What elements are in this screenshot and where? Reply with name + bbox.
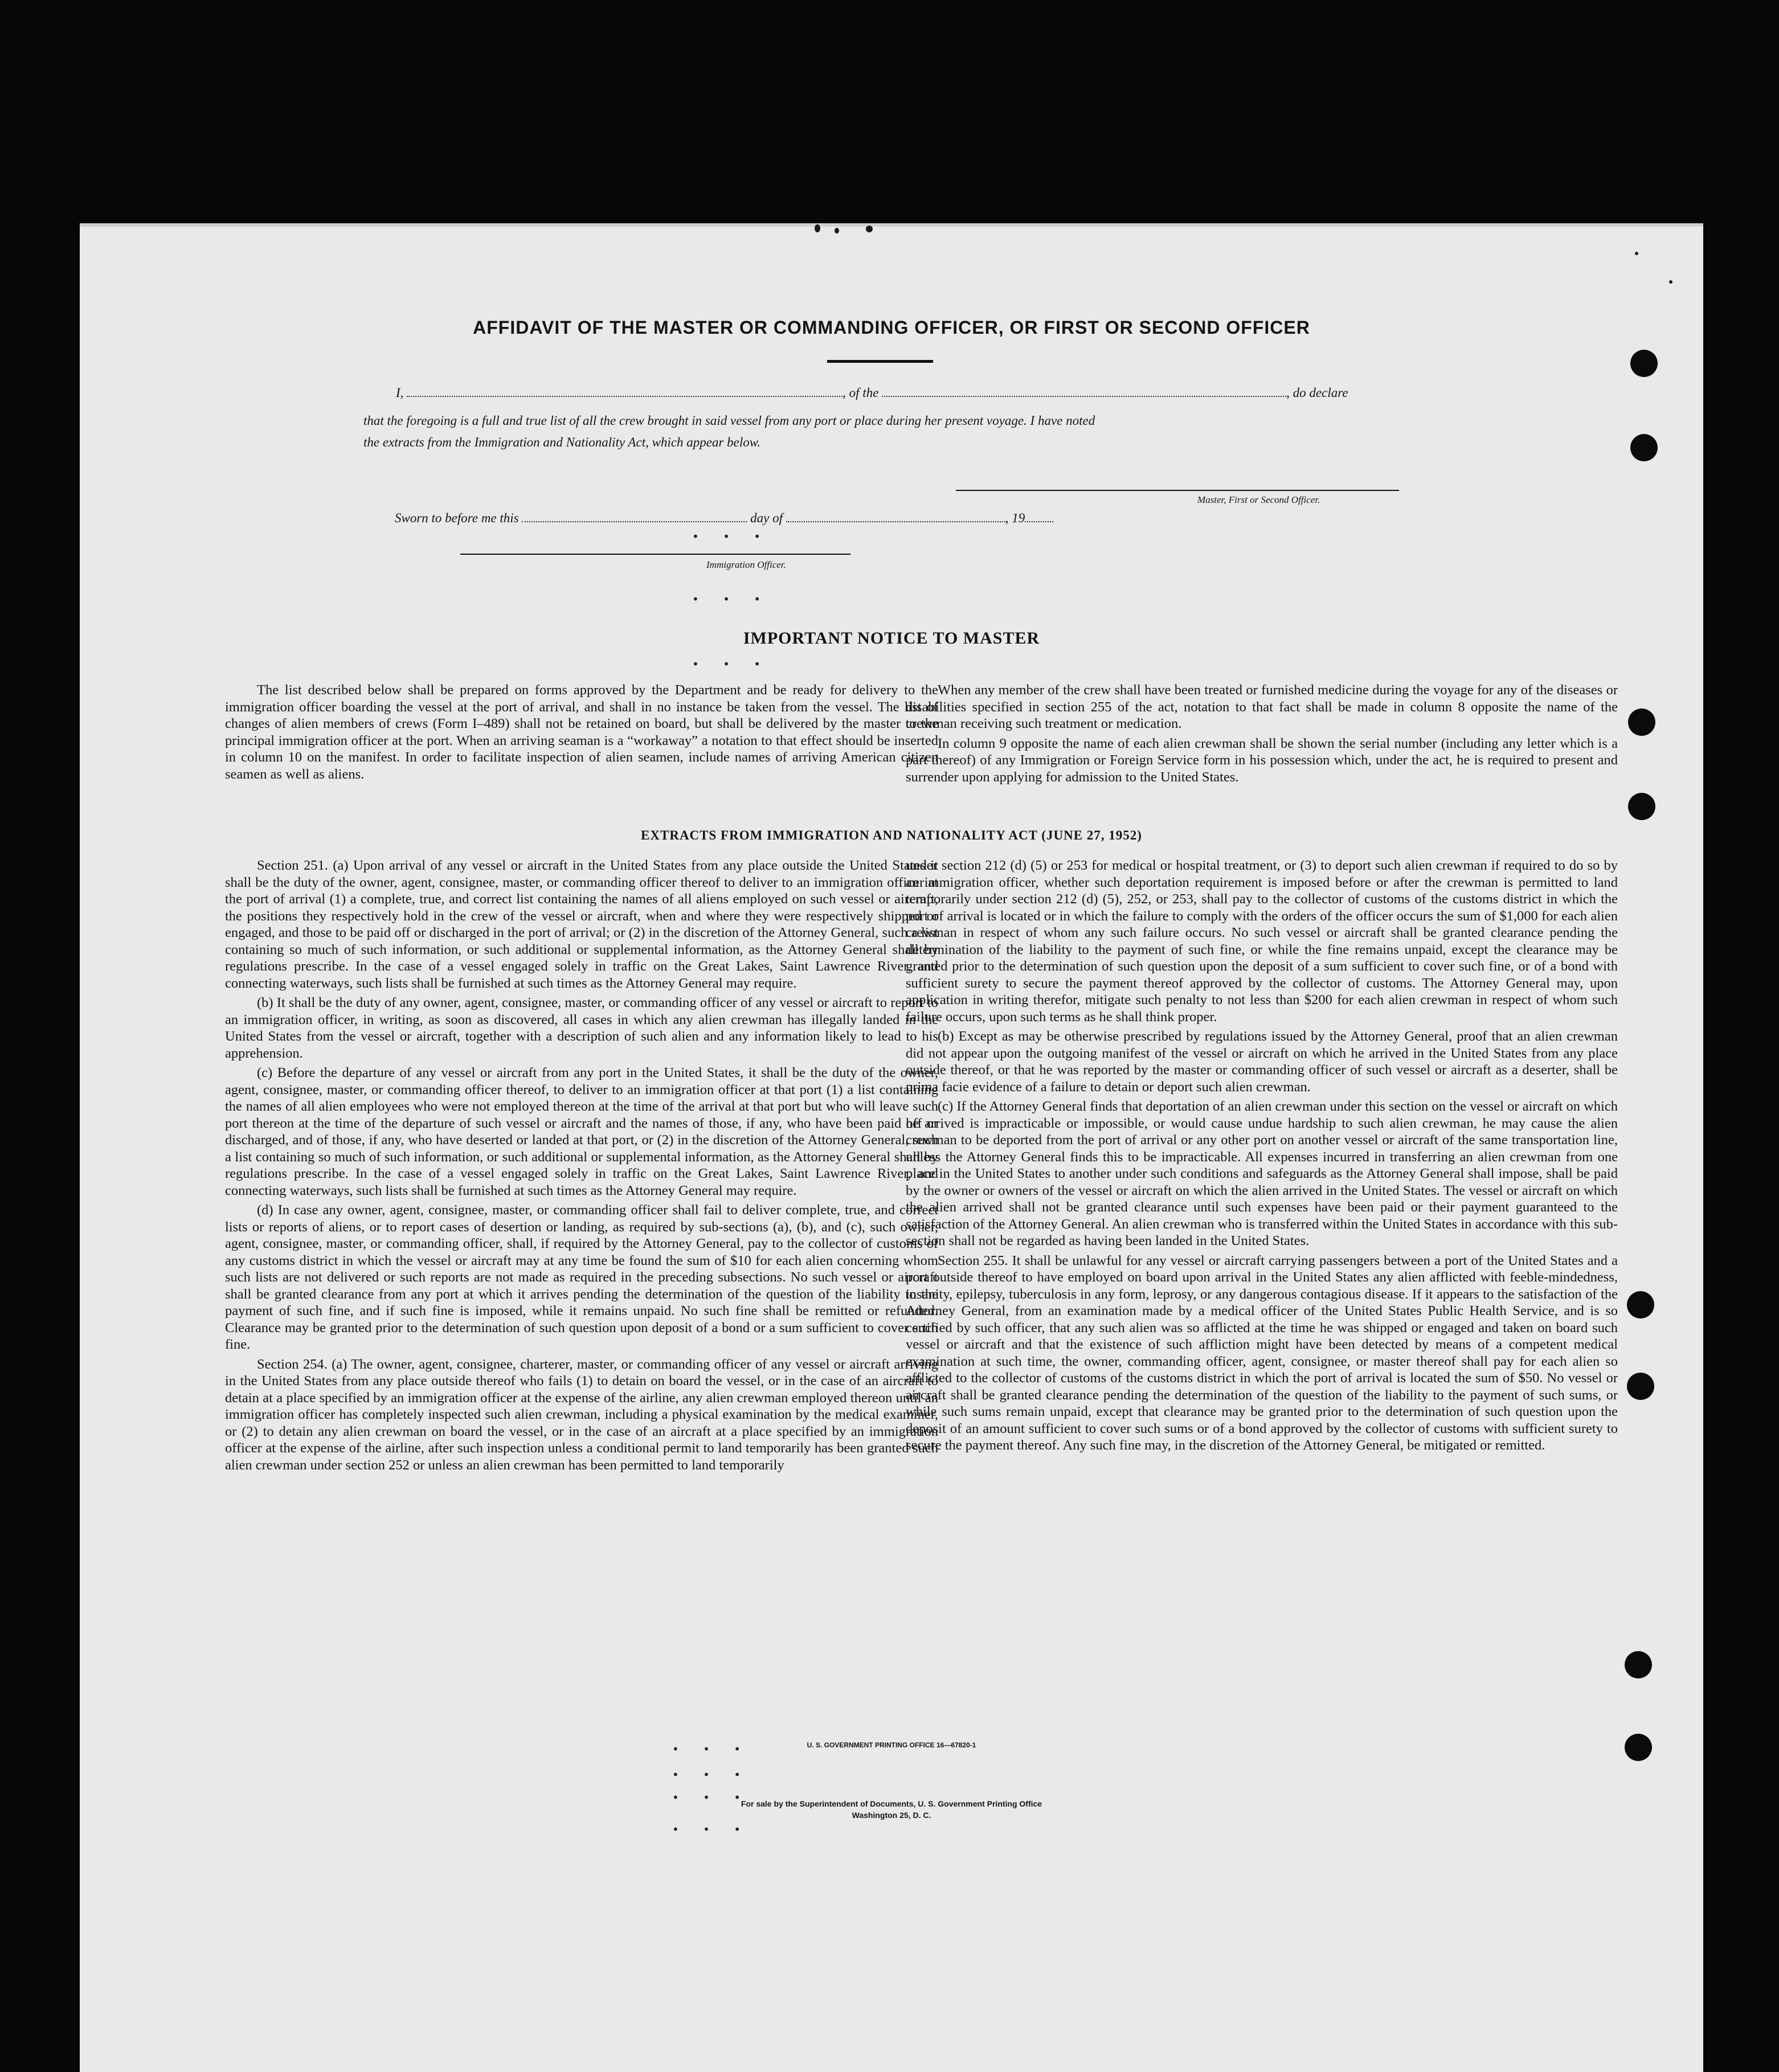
speck-mark bbox=[1669, 280, 1672, 284]
sale-notice-line-2: Washington 25, D. C. bbox=[852, 1811, 931, 1820]
declarant-label: I, bbox=[396, 386, 404, 400]
extracts-title: EXTRACTS FROM IMMIGRATION AND NATIONALITY ACT (JUNE 27, 1952) bbox=[641, 828, 1142, 842]
scan-dot-marks: • • • bbox=[692, 592, 771, 606]
notice-paragraph: In column 9 opposite the name of each alien crewman shall be shown the serial number (including any letter which is a part thereof) of any Immigration or Foreign Service form in his possession which, under the act, he is required to present and surrender upon applying for admission to the United States. bbox=[906, 735, 1618, 785]
do-declare-label: , do declare bbox=[1286, 386, 1348, 400]
master-signature-caption: Master, First or Second Officer. bbox=[1197, 494, 1320, 505]
master-signature-line[interactable] bbox=[956, 490, 1399, 491]
affidavit-title: AFFIDAVIT OF THE MASTER OR COMMANDING OFFICER, OR FIRST OR SECOND OFFICER bbox=[473, 317, 1310, 338]
punch-hole bbox=[1627, 1291, 1654, 1318]
extract-paragraph: Section 254. (a) The owner, agent, consignee, charterer, master, or commanding officer of any vessel or aircraft arriving in the United States from any place outside thereof who fails (1) to detain on board the vessel, or in the case of an aircraft to detain at a place specified by an immigration officer at the expense of the airline, any alien crewman employed thereon until an immigration officer has completely inspected such alien crewman, including a physical examination by the medical examiner, or (2) to detain any alien crewman on board the vessel, or in the case of an aircraft at a place specified by an immigration officer at the expense of the airline, after such inspection unless a conditional permit to land temporarily has been granted such alien crewman under section 252 or unless an alien crewman has been permitted to land temporarily bbox=[225, 1356, 938, 1473]
notice-paragraph: The list described below shall be prepared on forms approved by the Department and be ready for delivery to the immigration officer boarding the vessel at the port of arrival, and shall in no instance be taken from the vessel. The list of changes of alien members of crews (Form I–489) shall not be retained on board, but shall be delivered by the master to the principal immigration officer at the port. When an arriving seaman is a “workaway” a notation to that effect should be inserted in column 10 on the manifest. In order to facilitate inspection of alien seamen, include names of arriving American citizen seamen as well as aliens. bbox=[225, 682, 938, 782]
sale-notice-line-1: For sale by the Superintendent of Documents, U. S. Government Printing Office bbox=[741, 1799, 1042, 1808]
officer-signature-caption: Immigration Officer. bbox=[706, 559, 786, 570]
officer-signature-line[interactable] bbox=[460, 554, 850, 555]
notice-title: IMPORTANT NOTICE TO MASTER bbox=[743, 629, 1040, 648]
notice-right-column bbox=[906, 682, 1618, 788]
paper-top-edge bbox=[80, 223, 1703, 227]
extract-paragraph: (c) If the Attorney General finds that deportation of an alien crewman under this section on the vessel or aircraft on which he arrived is impracticable or impossible, or would cause undue hardship to such alien crewman, he may cause the alien crewman to be deported from the port of arrival or any other port on another vessel or aircraft of the same transportation line, unless the Attorney General finds this to be impracticable. All expenses incurred in transferring an alien crewman from one place in the United States to another under such conditions and safeguards as the Attorney General shall impose, shall be paid by the owner or owners of the vessel or aircraft on which the alien arrived in the United States. The vessel or aircraft on which the alien arrived shall not be granted clearance until such expenses have been paid or their payment guaranteed to the satisfaction of the Attorney General. An alien crewman who is transferred within the United States in accordance with this sub-section shall not be regarded as having been landed in the United States. bbox=[906, 1099, 1618, 1248]
punch-hole bbox=[1630, 350, 1658, 377]
speck-mark bbox=[866, 226, 873, 232]
vessel-name-field[interactable] bbox=[882, 388, 1286, 397]
declarant-name-field[interactable] bbox=[407, 388, 843, 397]
punch-hole bbox=[1628, 793, 1655, 820]
speck-mark bbox=[815, 224, 820, 232]
scan-dot-marks: • • • bbox=[692, 530, 771, 543]
of-the-label: , of the bbox=[843, 386, 879, 400]
extract-paragraph: (b) It shall be the duty of any owner, agent, consignee, master, or commanding officer of any vessel or aircraft to report to an immigration officer, in writing, as soon as discovered, all cases in which any alien crewman has illegally landed in the United States from the vessel or aircraft, together with a description of such alien and any information likely to lead to his apprehension. bbox=[225, 995, 938, 1061]
sworn-day-field[interactable] bbox=[522, 513, 747, 522]
sworn-line bbox=[395, 511, 1053, 526]
extract-paragraph: (c) Before the departure of any vessel or aircraft from any port in the United States, it shall be the duty of the owner, agent, consignee, master, or commanding officer thereof, to deliver to an immigration officer at that port (1) a list containing the names of all alien employees who were not employed thereon at the time of the arrival at that port but who will leave such port thereon at the time of the departure of such vessel or aircraft and the names of those, if any, who have been paid off or discharged, and of those, if any, who have deserted or landed at that port, or (2) in the discretion of the Attorney General, such a list containing so much of such information, or such additional or supplemental information, as the Attorney General shall by regulations prescribe. In the case of a vessel engaged solely in traffic on the Great Lakes, Saint Lawrence River, and connecting waterways, such lists shall be furnished at such times as the Attorney General may require. bbox=[225, 1065, 938, 1198]
punch-hole bbox=[1625, 1651, 1652, 1678]
speck-mark bbox=[1635, 252, 1638, 255]
extracts-left-column bbox=[225, 857, 938, 1476]
title-underline bbox=[827, 360, 933, 363]
scan-dot-marks: • • • bbox=[672, 1823, 751, 1836]
form-sheet bbox=[80, 223, 1703, 2072]
extract-paragraph: (d) In case any owner, agent, consignee, master, or commanding officer shall fail to deliver complete, true, and correct lists or reports of aliens, or to report cases of desertion or landing, as required by sub-sections (a), (b), and (c), such owner, agent, consignee, master, or commanding officer, shall, if required by the Attorney General, pay to the collector of customs of any customs district in which the vessel or aircraft may at any time be found the sum of $10 for each alien concerning whom such lists are not delivered or such reports are not made as required in the preceding subsections. No such vessel or aircraft shall be granted clearance from any port at which it arrives pending the determination of the question of the liability to the payment of such fine, and if such fine is imposed, while it remains unpaid. No such fine shall be remitted or refunded. Clearance may be granted prior to the determination of such question upon deposit of a bond or a sum sufficient to cover such fine. bbox=[225, 1202, 938, 1352]
notice-paragraph: When any member of the crew shall have been treated or furnished medicine during the voyage for any of the diseases or disabilities specified in section 255 of the act, notation to that fact shall be made in column 8 opposite the name of the crewman receiving such treatment or medication. bbox=[906, 682, 1618, 731]
year-label: , 19 bbox=[1005, 511, 1025, 525]
declaration-line-1 bbox=[396, 386, 1348, 400]
scan-dot-marks: • • • bbox=[672, 1742, 751, 1756]
scan-dot-marks: • • • bbox=[692, 657, 771, 671]
extract-paragraph: Section 251. (a) Upon arrival of any vessel or aircraft in the United States from any place outside the United States it shall be the duty of the owner, agent, consignee, master, or commanding officer thereof to deliver to an immigration officer at the port of arrival (1) a complete, true, and correct list containing the names of all aliens employed on such vessel or aircraft, the positions they respectively hold in the crew of the vessel or aircraft, when and where they were respectively shipped or engaged, and those to be paid off or discharged in the port of arrival; or (2) in the discretion of the Attorney General, such a list containing so much of such information, or such additional or supplemental information, as the Attorney General shall by regulations prescribe. In the case of a vessel engaged solely in traffic on the Great Lakes, Saint Lawrence River, and connecting waterways, such lists shall be furnished at such times as the Attorney General may require. bbox=[225, 858, 938, 991]
sworn-label: Sworn to before me this bbox=[395, 511, 519, 525]
declaration-line-2: that the foregoing is a full and true list of all the crew brought in said vessel from any port or place during her present voyage. I have noted bbox=[363, 413, 1095, 428]
extracts-right-column bbox=[906, 857, 1618, 1457]
punch-hole bbox=[1628, 709, 1655, 736]
extract-paragraph: under section 212 (d) (5) or 253 for medical or hospital treatment, or (3) to deport such alien crewman if required to do so by an immigration officer, whether such deportation requirement is imposed before or after the crewman is permitted to land temporarily under section 212 (d) (5), 252, or 253, shall pay to the collector of customs of the customs district in which the port of arrival is located or in which the failure to comply with the orders of the officer occurs the sum of $1,000 for each alien crewman in respect of whom any such failure occurs. No such vessel or aircraft shall be granted clearance pending the determination of the liability to the payment of such fine, or while the fine remains unpaid, except the clearance may be granted prior to the determination of such question upon the deposit of a sum sufficient to cover such fine, or of a bond with sufficient surety to secure the payment thereof approved by the collector of customs. The Attorney General may, upon application in writing therefor, mitigate such penalty to not less than $200 for each alien crewman in respect of whom such failure occurs, upon such terms as he shall think proper. bbox=[906, 858, 1618, 1025]
punch-hole bbox=[1627, 1373, 1654, 1400]
sworn-month-field[interactable] bbox=[786, 513, 1005, 522]
speck-mark bbox=[835, 228, 839, 234]
day-of-label: day of bbox=[750, 511, 783, 525]
declaration-line-3: the extracts from the Immigration and Nationality Act, which appear below. bbox=[363, 435, 761, 449]
punch-hole bbox=[1630, 434, 1658, 461]
extract-paragraph: Section 255. It shall be unlawful for any vessel or aircraft carrying passengers between a port of the United States and a port outside thereof to have employed on board upon arrival in the United States any alien afflicted with feeble-mindedness, insanity, epilepsy, tuberculosis in any form, leprosy, or any dangerous contagious disease. If it appears to the satisfaction of the Attorney General, from an examination made by a medical officer of the United States Public Health Service, and is so certified by such officer, that any such alien was so afflicted at the time he was shipped or engaged and taken on board such vessel or aircraft and that the existence of such affliction might have been detected by means of a competent medical examination at such time, the owner, commanding officer, agent, consignee, or master thereof shall pay for each alien so afflicted to the collector of customs of the customs district in which the port of arrival is located the sum of $50. No vessel or aircraft shall be granted clearance pending the determination of the question of the liability to the payment of such sums, or while such sums remain unpaid, except that clearance may be granted prior to the determination of such question upon the deposit of an amount sufficient to cover such sums or of a bond approved by the collector of customs with sufficient surety to secure the payment thereof. Any such fine may, in the discretion of the Attorney General, be mitigated or remitted. bbox=[906, 1252, 1618, 1453]
scan-dot-marks: • • • bbox=[672, 1791, 751, 1804]
sworn-year-field[interactable] bbox=[1025, 513, 1053, 522]
printer-imprint: U. S. GOVERNMENT PRINTING OFFICE 16—67820-1 bbox=[807, 1741, 976, 1749]
scan-dot-marks: • • • bbox=[672, 1768, 751, 1782]
extract-paragraph: (b) Except as may be otherwise prescribed by regulations issued by the Attorney General, proof that an alien crewman did not appear upon the outgoing manifest of the vessel or aircraft on which he arrived in the United States from any place outside thereof, or that he was reported by the master or commanding officer of such vessel or aircraft as a deserter, shall be prima facie evidence of a failure to detain or deport such alien crewman. bbox=[906, 1029, 1618, 1095]
notice-left-column bbox=[225, 682, 938, 785]
